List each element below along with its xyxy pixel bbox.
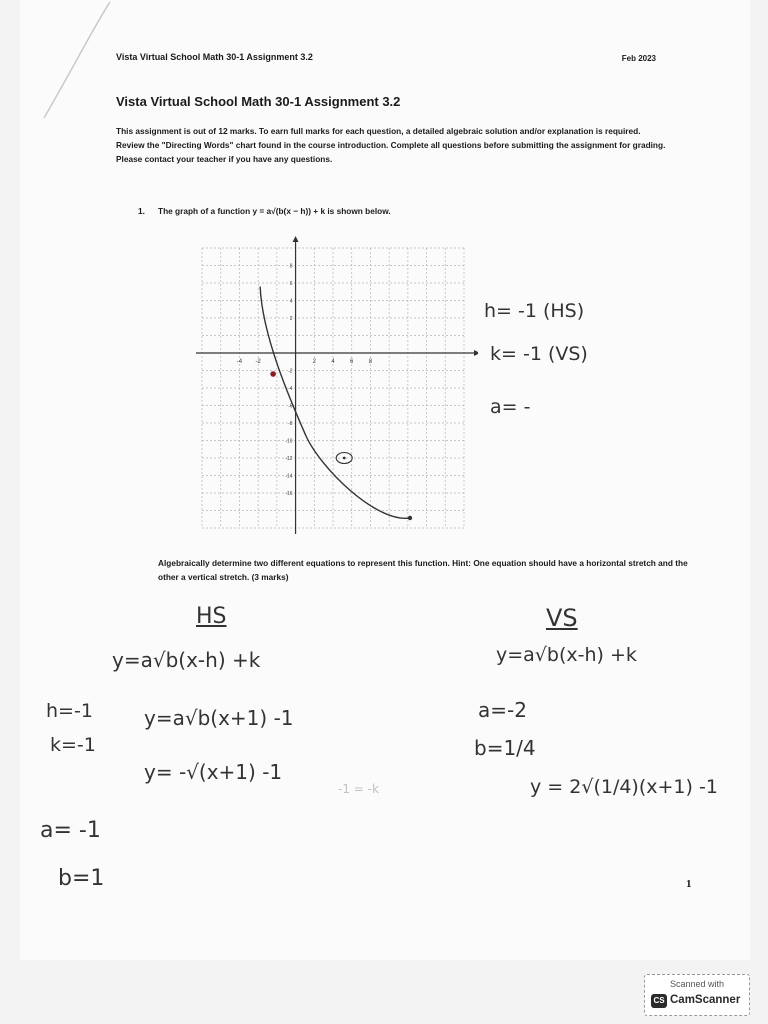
note-a: a= - xyxy=(490,396,531,418)
y-tick-label: -4 xyxy=(288,386,293,392)
curve-endpoint xyxy=(408,516,412,520)
vs-label: VS xyxy=(546,604,578,632)
camscanner-brand: CamScanner xyxy=(670,994,741,1006)
x-axis-arrow xyxy=(474,350,478,356)
plotted-point xyxy=(270,371,276,377)
page-number: 1 xyxy=(686,878,692,890)
vs-general-equation: y=a√b(x-h) +k xyxy=(496,644,637,666)
y-tick-label: 8 xyxy=(289,263,293,270)
faint-note: -1 = -k xyxy=(338,782,379,796)
hs-label: HS xyxy=(196,604,227,629)
hs-step-1: y=a√b(x+1) -1 xyxy=(144,706,294,730)
function-curve xyxy=(260,287,410,519)
x-tick-label: 8 xyxy=(368,359,373,365)
x-tick-label: -4 xyxy=(236,359,243,365)
vs-b-value: b=1/4 xyxy=(474,736,536,760)
y-axis-arrow xyxy=(293,236,299,242)
y-tick-label: 2 xyxy=(289,316,293,322)
page-title: Vista Virtual School Math 30-1 Assignment 3.2 xyxy=(116,94,401,109)
y-tick-label: -6 xyxy=(288,403,293,410)
left-a-value: a= -1 xyxy=(40,818,101,843)
vs-final-equation: y = 2√(1/4)(x+1) -1 xyxy=(530,776,718,798)
scanned-page xyxy=(20,0,750,960)
header-date: Feb 2023 xyxy=(621,54,656,63)
y-tick-label: -2 xyxy=(288,368,293,375)
note-h: h= -1 (HS) xyxy=(484,300,585,322)
y-tick-label: 6 xyxy=(289,281,293,287)
y-tick-label: -16 xyxy=(285,491,293,497)
instructions-part1: This assignment is out of 12 marks. To earn full marks for each question, a detailed algebraic solution and/or explanation is required. Review the xyxy=(116,126,641,150)
question-text: The graph of a function y = a√(b(x − h)) + k is shown below. xyxy=(158,206,391,216)
task-rest: two different equations to represent this function. Hint: One equation should have a horizontal stretch and the other a vertical stretch. (3 marks) xyxy=(158,558,688,582)
note-k: k= -1 (VS) xyxy=(490,343,588,365)
camscanner-logo-icon: CS xyxy=(651,994,667,1008)
left-b-value: b=1 xyxy=(58,866,105,891)
directing-words: "Directing Words" xyxy=(161,140,234,150)
x-tick-label: 2 xyxy=(312,359,316,365)
task-bold: Algebraically determine xyxy=(158,558,252,568)
instructions-part2: chart found in the course introduction. Complete all questions before submitting the assignment for grading. Please contact your teacher if you have any questions. xyxy=(116,140,666,164)
y-tick-label: -14 xyxy=(285,473,293,480)
x-tick-label: 6 xyxy=(350,359,354,365)
function-graph xyxy=(178,236,478,536)
y-tick-label: -8 xyxy=(288,421,293,427)
y-tick-label: -12 xyxy=(285,456,293,462)
camscanner-watermark xyxy=(644,974,750,1016)
instructions xyxy=(116,124,668,166)
x-tick-label: -2 xyxy=(255,359,261,365)
left-h-value: h=-1 xyxy=(46,700,93,722)
question-number: 1. xyxy=(138,206,145,216)
scanned-with-text: Scanned with xyxy=(669,979,725,989)
y-tick-label: -10 xyxy=(285,438,293,445)
vs-a-value: a=-2 xyxy=(478,698,527,722)
scan-edge-mark xyxy=(42,0,112,120)
header-course: Vista Virtual School Math 30-1 Assignment 3.2 xyxy=(116,52,313,62)
hs-step-2: y= -√(x+1) -1 xyxy=(144,760,283,784)
y-tick-label: 4 xyxy=(289,298,293,305)
x-tick-label: 4 xyxy=(331,359,335,365)
task-instructions xyxy=(158,556,688,584)
left-k-value: k=-1 xyxy=(50,734,96,756)
curve-point xyxy=(343,457,346,460)
question-1 xyxy=(138,206,391,216)
hs-general-equation: y=a√b(x-h) +k xyxy=(112,648,261,672)
